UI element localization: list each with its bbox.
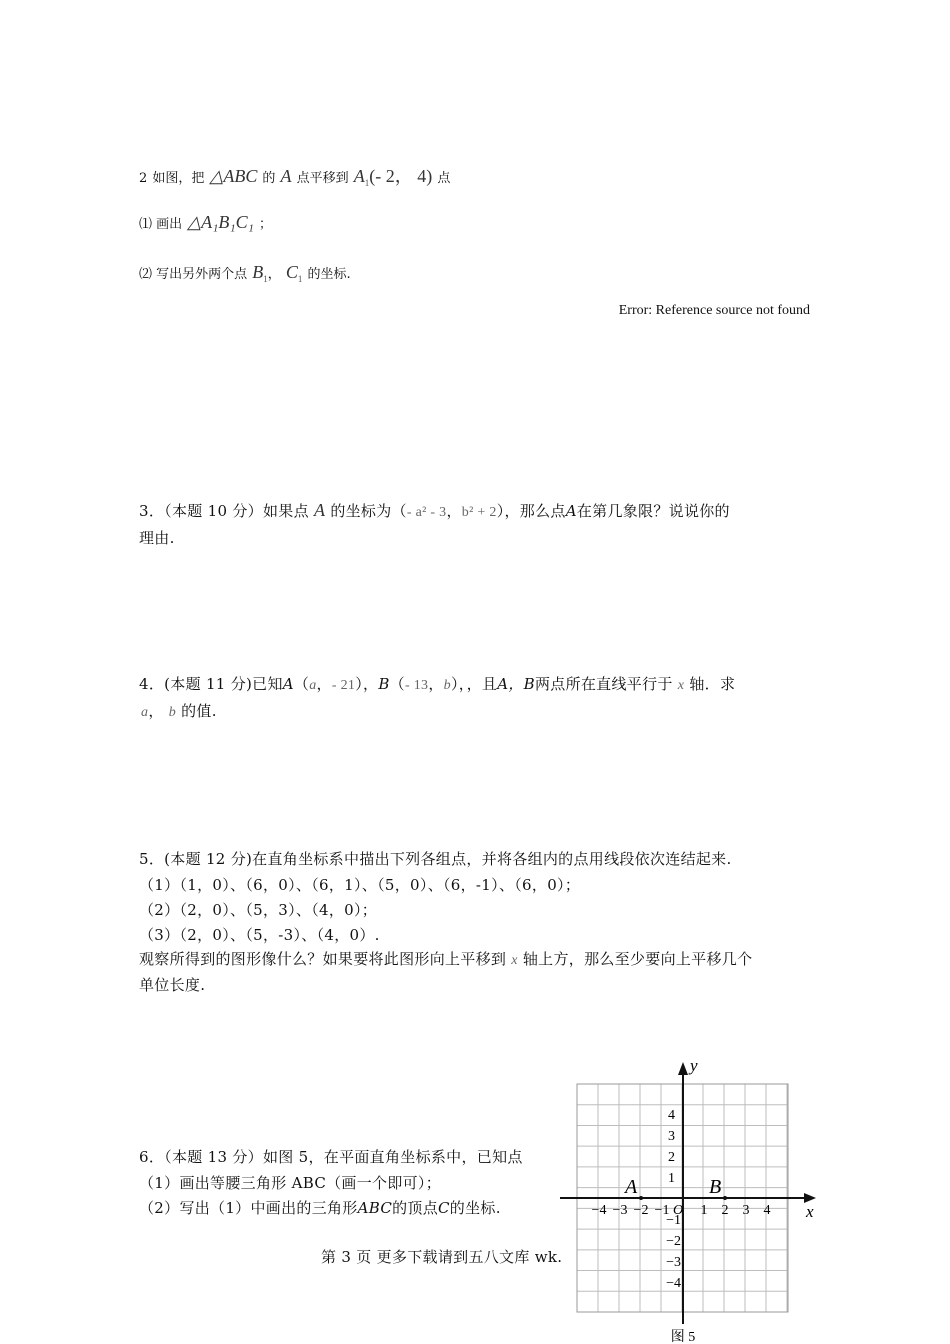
q3-sep: ， xyxy=(446,502,462,520)
q2-text-d: 点 xyxy=(437,171,451,186)
q2-point-a1-sub: 1 xyxy=(364,178,370,188)
y-axis-arrow xyxy=(678,1062,688,1075)
q6-line3-c: C xyxy=(438,1199,450,1217)
q2-point-a: A xyxy=(280,166,292,186)
point-a-dot xyxy=(639,1196,643,1200)
q2-part1 xyxy=(139,212,272,233)
q3-line1-b: 的坐标为（ xyxy=(330,502,407,520)
q4-line2-b: b xyxy=(168,705,177,720)
q3-coord-y: b² + 2 xyxy=(461,505,497,520)
q2-point-a1 xyxy=(354,166,370,186)
x-tick-label: 1 xyxy=(700,1203,708,1218)
q6-line2: （1）画出等腰三角形 ABC（画一个即可）； xyxy=(139,1174,442,1192)
q4-line2-a: a xyxy=(141,705,149,720)
q3-line2: 理由. xyxy=(139,529,175,547)
q4-line1 xyxy=(139,673,735,694)
q5-line2: （1）（1，0）、（6，0）、（6，1）、（5，0）、（6，-1）、（6，0）； xyxy=(139,876,581,894)
q4-AB: A，B xyxy=(497,675,535,693)
q4-paren-close-a: ）， xyxy=(355,675,379,693)
q4-line1-b: ，且 xyxy=(466,675,498,693)
figure-caption: 图 5 xyxy=(670,1330,696,1344)
x-tick-label: 2 xyxy=(721,1203,729,1218)
q5-line1: 5．(本题 12 分)在直角坐标系中描出下列各组点，并将各组内的点用线段依次连结起来. xyxy=(139,850,732,868)
q2-line1 xyxy=(139,162,450,188)
q2-error-text: Error: Reference source not found xyxy=(618,303,810,318)
origin-label: O xyxy=(673,1203,684,1218)
x-tick-label: 3 xyxy=(742,1203,750,1218)
x-tick-label: 4 xyxy=(763,1203,771,1218)
y-tick-label: 4 xyxy=(668,1108,675,1123)
q2-triangle-abc: △ABC xyxy=(209,166,258,186)
q4-paren-open-b: （ xyxy=(389,675,405,693)
q4-A: A xyxy=(282,675,294,693)
q2-text-a: 如图，把 xyxy=(152,171,205,186)
q4-line2-comma: ， xyxy=(148,702,164,720)
q2-coords: (- 2， 4) xyxy=(369,166,433,186)
q3-line1-d: 在第几象限？说说你的 xyxy=(576,502,730,520)
x-axis-label: x xyxy=(806,1202,814,1221)
q5-line5-a: 观察所得到的图形像什么？如果要将此图形向上平移到 xyxy=(139,950,507,968)
point-b-label: B xyxy=(709,1176,722,1198)
q4-a: a xyxy=(309,678,317,693)
y-axis-label: y xyxy=(690,1056,698,1075)
point-a-label: A xyxy=(625,1176,638,1198)
q4-line2-c: 的值. xyxy=(181,702,217,720)
q3-line1-a: 3．（本题 10 分）如果点 xyxy=(139,502,309,520)
q5-line5 xyxy=(139,948,752,969)
q5-line4: （3）（2，0）、（5，-3）、（4，0）. xyxy=(139,926,380,944)
y-tick-label: −2 xyxy=(666,1234,681,1249)
q5-line3: （2）（2，0）、（5，3）、（4，0）； xyxy=(139,901,378,919)
q2-part1-prefix: ⑴ 画出 xyxy=(139,217,183,232)
q4-paren-open-a: （ xyxy=(293,675,310,693)
q4-neg21: - 21 xyxy=(331,678,356,693)
y-tick-label: −4 xyxy=(666,1276,681,1291)
y-tick-label: −1 xyxy=(666,1213,681,1228)
q2-part2-c1-letter: C xyxy=(285,262,298,282)
q3-point: A xyxy=(313,500,326,520)
q5-line6: 单位长度. xyxy=(139,976,206,994)
q6-line3-a: （2）写出（1）中画出的三角形 xyxy=(139,1199,358,1217)
q5-line5-x: x xyxy=(511,953,518,968)
q4-line1-a: 4．(本题 11 分)已知 xyxy=(139,675,283,693)
point-b-dot xyxy=(723,1196,727,1200)
q3-line1-c: ），那么点 xyxy=(496,502,566,520)
q2-number: 2 xyxy=(139,171,148,186)
q4-x: x xyxy=(677,678,685,693)
q3-coord-x: - a² - 3 xyxy=(406,505,447,520)
y-tick-label: −3 xyxy=(666,1255,681,1270)
q2-part2-suffix: 的坐标. xyxy=(307,267,351,282)
q4-B: B xyxy=(378,675,390,693)
q2-text-b: 的 xyxy=(262,171,276,186)
y-tick-label: 2 xyxy=(668,1150,675,1165)
q6-line3-d: 的坐标. xyxy=(449,1199,501,1217)
q2-part1-triangle: △A₁B₁C₁ xyxy=(187,212,254,232)
q2-part2-c1-sub: 1 xyxy=(297,274,303,284)
q3-line1 xyxy=(139,500,730,521)
page-footer: 第 3 页 更多下载请到五八文库 wk. xyxy=(321,1248,563,1266)
q6-line3-b: 的顶点 xyxy=(392,1199,439,1217)
q4-line1-c: 两点所在直线平行于 xyxy=(534,675,673,693)
q2-part2-prefix: ⑵ 写出另外两个点 xyxy=(139,267,248,282)
x-tick-label: −3 xyxy=(612,1203,628,1218)
q2-point-a1-letter: A xyxy=(353,166,365,186)
q5-line5-b: 轴上方，那么至少要向上平移几个 xyxy=(522,950,753,968)
q2-part2 xyxy=(139,262,351,284)
q6-line3-abc: ABC xyxy=(357,1199,393,1217)
q2-part2-sep: ， xyxy=(267,267,281,282)
q2-part2-c1 xyxy=(286,262,303,282)
q2-text-c: 点平移到 xyxy=(296,171,349,186)
x-tick-label: −1 xyxy=(654,1203,670,1218)
y-tick-label: 1 xyxy=(668,1171,675,1186)
q6-line1: 6．（本题 13 分）如图 5，在平面直角坐标系中，已知点 xyxy=(139,1148,523,1166)
q4-line1-d: 轴．求 xyxy=(689,675,736,693)
coordinate-grid-figure xyxy=(556,1054,826,1344)
x-tick-label: −4 xyxy=(591,1203,607,1218)
q4-paren-close-b: ）， xyxy=(450,675,467,693)
tick-labels xyxy=(592,1108,771,1344)
q2-part2-b1-letter: B xyxy=(252,262,264,282)
q3-point2: A xyxy=(565,502,577,520)
q4-comma-a: ， xyxy=(316,675,332,693)
q2-part2-b1-sub: 1 xyxy=(263,274,268,284)
q6-line3 xyxy=(139,1197,501,1218)
y-tick-label: 3 xyxy=(668,1129,675,1144)
q4-b: b xyxy=(443,678,451,693)
q2-part1-suffix: ； xyxy=(258,217,272,232)
q4-line2 xyxy=(141,700,217,721)
x-tick-label: −2 xyxy=(633,1203,649,1218)
q4-comma-b: ， xyxy=(428,675,444,693)
q2-part2-b1 xyxy=(252,262,268,282)
q4-neg13: - 13 xyxy=(404,678,429,693)
